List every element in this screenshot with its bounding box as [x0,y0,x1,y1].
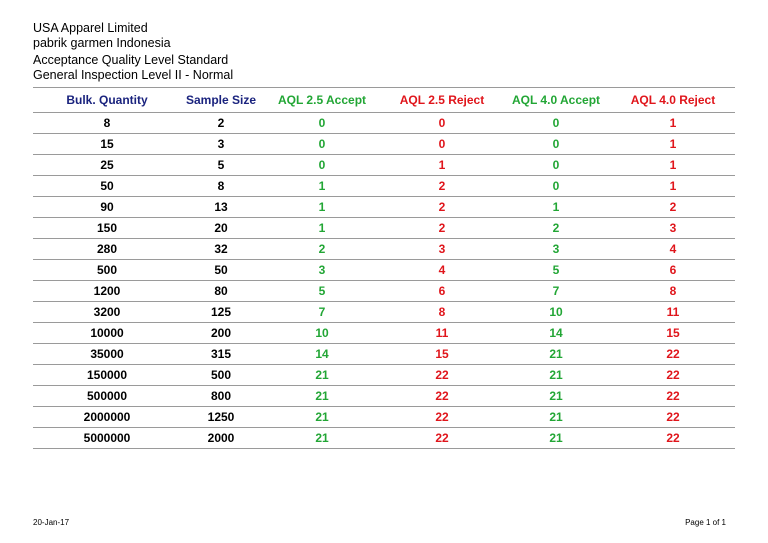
cell-aql40-reject: 15 [611,323,735,344]
cell-bulk-quantity: 8 [33,113,181,134]
cell-sample-size: 1250 [181,407,261,428]
cell-bulk-quantity: 500000 [33,386,181,407]
cell-aql25-reject: 0 [383,113,501,134]
table-row [33,176,735,197]
cell-aql25-accept: 3 [261,260,383,281]
cell-aql25-accept: 21 [261,365,383,386]
table-row [33,365,735,386]
table-row [33,323,735,344]
cell-sample-size: 80 [181,281,261,302]
cell-aql40-accept: 7 [501,281,611,302]
cell-bulk-quantity: 35000 [33,344,181,365]
document-title: Acceptance Quality Level Standard [33,53,229,67]
cell-aql40-reject: 1 [611,176,735,197]
col-header-aql40-reject: AQL 4.0 Reject [611,88,735,113]
cell-aql25-reject: 6 [383,281,501,302]
cell-aql40-accept: 0 [501,155,611,176]
cell-sample-size: 50 [181,260,261,281]
table-row [33,428,735,449]
table-row [33,113,735,134]
cell-aql40-reject: 4 [611,239,735,260]
cell-aql40-accept: 21 [501,344,611,365]
cell-aql25-accept: 0 [261,134,383,155]
cell-aql25-reject: 15 [383,344,501,365]
cell-aql25-accept: 21 [261,386,383,407]
company-subtitle: pabrik garmen Indonesia [33,36,171,50]
cell-aql25-accept: 21 [261,407,383,428]
cell-aql25-accept: 5 [261,281,383,302]
cell-aql40-reject: 22 [611,344,735,365]
cell-aql40-reject: 22 [611,407,735,428]
cell-sample-size: 13 [181,197,261,218]
cell-aql40-reject: 22 [611,386,735,407]
cell-aql40-accept: 21 [501,365,611,386]
cell-aql25-accept: 1 [261,176,383,197]
cell-sample-size: 500 [181,365,261,386]
inspection-level: General Inspection Level II - Normal [33,68,234,82]
table-row [33,260,735,281]
col-header-sample-size: Sample Size [181,88,261,113]
cell-bulk-quantity: 2000000 [33,407,181,428]
cell-aql25-reject: 4 [383,260,501,281]
cell-bulk-quantity: 15 [33,134,181,155]
cell-bulk-quantity: 150000 [33,365,181,386]
cell-aql40-accept: 0 [501,176,611,197]
cell-aql40-reject: 1 [611,134,735,155]
cell-aql25-reject: 8 [383,302,501,323]
cell-aql25-reject: 2 [383,176,501,197]
col-header-aql25-reject: AQL 2.5 Reject [383,88,501,113]
cell-bulk-quantity: 10000 [33,323,181,344]
cell-aql40-accept: 21 [501,407,611,428]
cell-aql40-reject: 1 [611,113,735,134]
cell-sample-size: 2000 [181,428,261,449]
cell-aql40-accept: 21 [501,428,611,449]
cell-aql25-accept: 1 [261,218,383,239]
cell-aql40-reject: 6 [611,260,735,281]
cell-aql40-accept: 5 [501,260,611,281]
cell-aql40-reject: 2 [611,197,735,218]
cell-aql25-accept: 1 [261,197,383,218]
table-row [33,155,735,176]
cell-aql40-reject: 11 [611,302,735,323]
cell-aql40-reject: 22 [611,365,735,386]
cell-aql25-accept: 2 [261,239,383,260]
cell-aql25-reject: 0 [383,134,501,155]
cell-sample-size: 32 [181,239,261,260]
cell-sample-size: 315 [181,344,261,365]
cell-sample-size: 125 [181,302,261,323]
cell-bulk-quantity: 1200 [33,281,181,302]
table-body [33,113,735,449]
cell-aql40-accept: 0 [501,134,611,155]
cell-aql25-reject: 22 [383,407,501,428]
cell-bulk-quantity: 3200 [33,302,181,323]
cell-aql25-accept: 0 [261,155,383,176]
cell-sample-size: 20 [181,218,261,239]
cell-bulk-quantity: 150 [33,218,181,239]
cell-aql25-reject: 22 [383,386,501,407]
cell-aql40-accept: 10 [501,302,611,323]
cell-aql25-accept: 14 [261,344,383,365]
cell-bulk-quantity: 5000000 [33,428,181,449]
table-row [33,386,735,407]
table-row [33,218,735,239]
cell-sample-size: 5 [181,155,261,176]
table-row [33,239,735,260]
cell-sample-size: 8 [181,176,261,197]
table-row [33,281,735,302]
cell-aql40-reject: 3 [611,218,735,239]
cell-aql40-accept: 3 [501,239,611,260]
cell-aql40-reject: 22 [611,428,735,449]
cell-bulk-quantity: 280 [33,239,181,260]
col-header-aql40-accept: AQL 4.0 Accept [501,88,611,113]
cell-sample-size: 200 [181,323,261,344]
cell-aql25-reject: 11 [383,323,501,344]
cell-bulk-quantity: 25 [33,155,181,176]
table-header-row [33,88,735,113]
table-row [33,407,735,428]
aql-table [33,87,735,449]
cell-aql25-accept: 7 [261,302,383,323]
cell-aql25-reject: 2 [383,197,501,218]
document-header [33,21,233,83]
cell-aql40-accept: 2 [501,218,611,239]
footer-page-number: Page 1 of 1 [685,518,726,527]
table-row [33,344,735,365]
cell-aql25-reject: 1 [383,155,501,176]
cell-aql25-reject: 2 [383,218,501,239]
company-name: USA Apparel Limited [33,21,148,35]
cell-aql25-reject: 22 [383,428,501,449]
table-row [33,302,735,323]
cell-aql25-reject: 22 [383,365,501,386]
cell-aql40-accept: 1 [501,197,611,218]
cell-bulk-quantity: 500 [33,260,181,281]
cell-sample-size: 3 [181,134,261,155]
cell-aql40-reject: 1 [611,155,735,176]
cell-aql40-accept: 14 [501,323,611,344]
cell-aql40-accept: 21 [501,386,611,407]
cell-bulk-quantity: 50 [33,176,181,197]
cell-sample-size: 800 [181,386,261,407]
cell-aql25-accept: 0 [261,113,383,134]
cell-aql25-accept: 10 [261,323,383,344]
cell-sample-size: 2 [181,113,261,134]
footer-date: 20-Jan-17 [33,518,70,527]
table-row [33,134,735,155]
cell-bulk-quantity: 90 [33,197,181,218]
col-header-aql25-accept: AQL 2.5 Accept [261,88,383,113]
cell-aql40-accept: 0 [501,113,611,134]
col-header-bulk-quantity: Bulk. Quantity [33,88,181,113]
table-row [33,197,735,218]
cell-aql25-reject: 3 [383,239,501,260]
cell-aql25-accept: 21 [261,428,383,449]
cell-aql40-reject: 8 [611,281,735,302]
